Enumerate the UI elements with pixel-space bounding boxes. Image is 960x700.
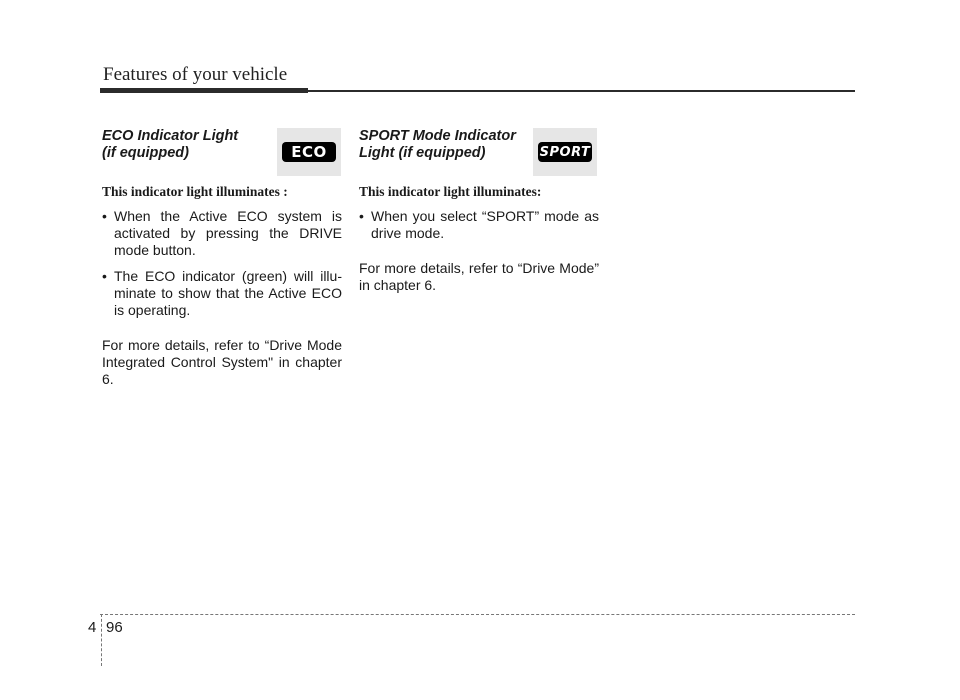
sport-intro: This indicator light illuminates: — [359, 184, 542, 199]
header-rule-thick — [100, 88, 308, 93]
header-rule-thin — [300, 90, 855, 92]
eco-intro: This indicator light illuminates : — [102, 184, 288, 199]
list-item: • The ECO indicator (green) will illu-minate to show that the Active ECO is operating. — [102, 268, 342, 319]
footer-dashed-rule — [100, 614, 855, 615]
footer-dashed-divider — [101, 614, 102, 666]
sport-heading-line1: SPORT Mode Indicator — [359, 128, 516, 144]
page-header-title: Features of your vehicle — [103, 64, 288, 85]
eco-indicator-label: ECO — [282, 142, 336, 162]
eco-bullet-list — [102, 208, 342, 319]
sport-note: For more details, refer to “Drive Mode” in chapter 6. — [359, 260, 599, 293]
sport-heading-line2: Light (if equipped) — [359, 145, 486, 161]
eco-note: For more details, refer to “Drive Mode Integrated Control System" in chapter 6. — [102, 337, 342, 387]
chapter-number: 4 — [88, 619, 97, 636]
list-item: • When you select “SPORT” mode as drive mode. — [359, 208, 599, 242]
eco-heading-line1: ECO Indicator Light — [102, 128, 239, 144]
sport-bullet-list — [359, 208, 599, 242]
sport-indicator-icon — [533, 128, 597, 176]
eco-heading-line2: (if equipped) — [102, 145, 189, 161]
sport-indicator-label: SPORT — [538, 142, 592, 162]
list-item: • When the Active ECO system is activated by pressing the DRIVE mode button. — [102, 208, 342, 259]
page-number: 96 — [106, 619, 123, 636]
eco-indicator-icon — [277, 128, 341, 176]
